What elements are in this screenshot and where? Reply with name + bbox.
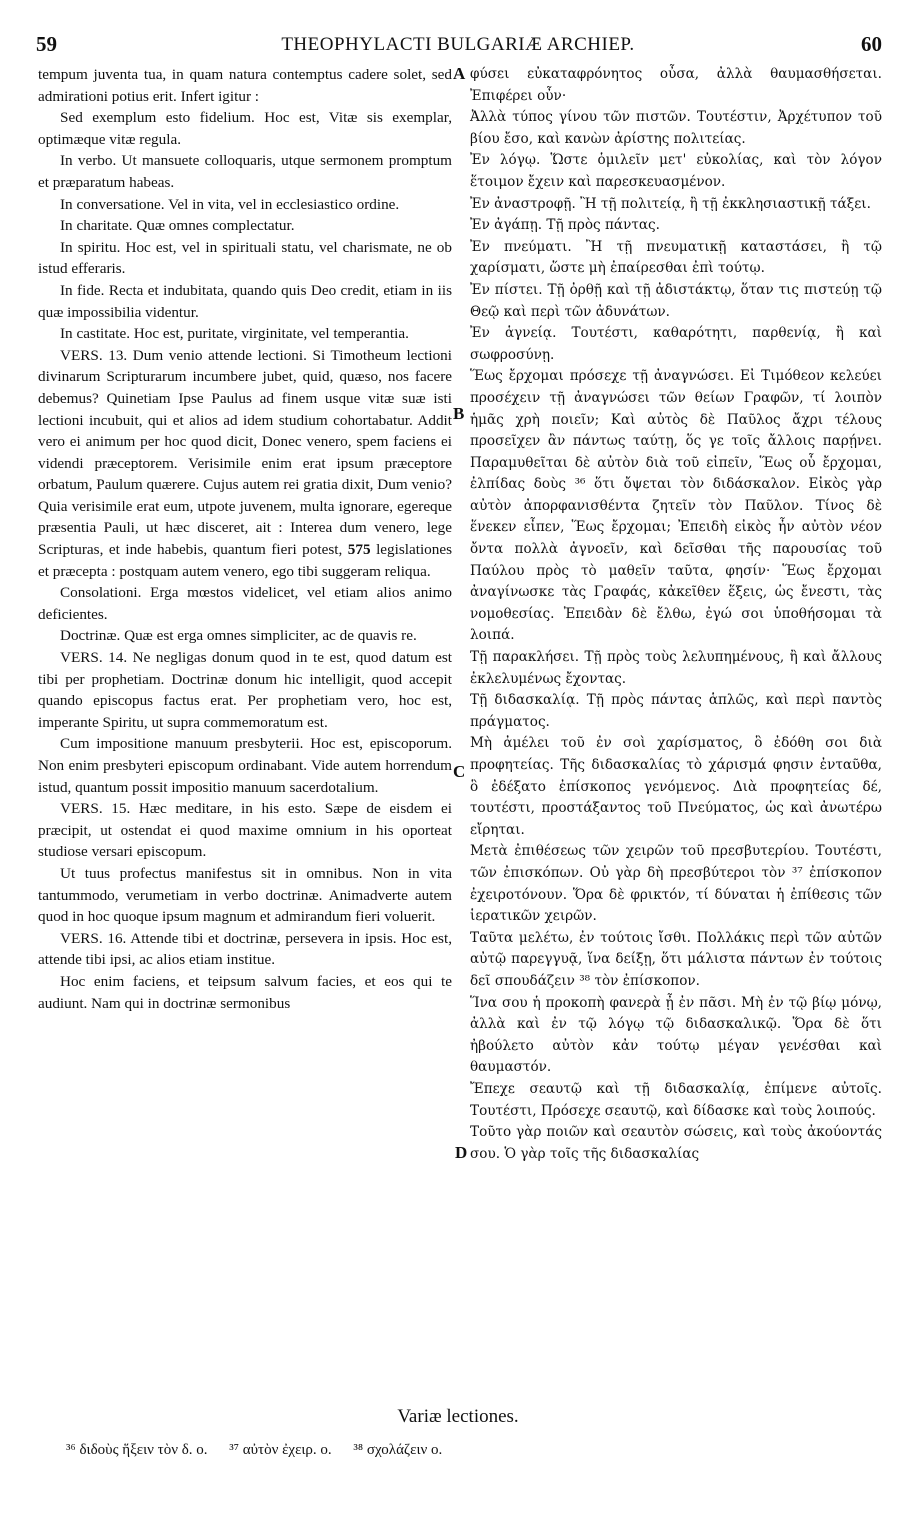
greek-paragraph: Τῇ παρακλήσει. Τῇ πρὸς τοὺς λελυπημένους, ἢ καὶ ἄλλους ἐκλελυμένως ἔχοντας. xyxy=(470,649,882,687)
greek-paragraph: Τῇ διδασκαλίᾳ. Τῇ πρὸς πάντας ἁπλῶς, καὶ περὶ παντὸς πράγματος. xyxy=(470,692,882,730)
variae-lectiones-notes xyxy=(66,1442,460,1459)
latin-paragraph: In spiritu. Hoc est, vel in spirituali statu, vel charismate, ne ob istud efferaris. xyxy=(38,238,452,278)
page-number-right: 60 xyxy=(861,32,882,56)
page-number-left: 59 xyxy=(36,32,57,56)
greek-paragraph: Ἵνα σου ἡ προκοπὴ φανερὰ ᾖ ἐν πᾶσι. Μὴ ἐν τῷ βίῳ μόνῳ, ἀλλὰ καὶ ἐν τῷ λόγῳ τῷ διδασκαλικῷ. Ὅρα δὲ ὅτι ἠβούλετο αὐτὸν κἀν τούτῳ μέγαν γενέσθαι καὶ θαυμαστόν. xyxy=(470,994,882,1076)
greek-paragraph: Ἕως ἔρχομαι πρόσεχε τῇ ἀναγνώσει. Εἰ Τιμόθεον κελεύει προσέχειν τῇ ἀναγνώσει τῶν θείων Γραφῶν, τί λοιπὸν ἡμᾶς χρὴ ποιεῖν; Καὶ αὐτὸς δὲ Παῦλος ἄχρι τέλους προσεῖχεν ἂν πάντως ταύτῃ, ὅς γε τοῖς ἄλλοις παρῄνει. Παραμυθεῖται δὲ αὐτὸν διὰ τοῦ εἰπεῖν, Ἕως οὗ ἔρχομαι, ἐλπίδας δοὺς ³⁶ ὅτι ὄψεται τὸν διδάσκαλον. Εἰκὸς γὰρ αὐτὸν ἀπορφανισθέντα ζητεῖν τὸν Παῦλον. Τίνος δὲ ἕνεκεν εἶπεν, Ἕως ἔρχομαι; Ἐπειδὴ εἰκὸς ἦν αὐτὸν νέον ὄντα πολλὰ ἀγνοεῖν, καὶ δεῖσθαι τῆς παρουσίας τοῦ Παύλου πρὸς τὸ μαθεῖν ταῦτα, φησίν· Ἕως ἔρχομαι ἀναγίνωσκε τὰς Γραφάς, κἀκεῖθεν ἕξεις, ὡς ἔνεστι, τὰς νομοθεσίας. Ἐπειδὰν δὲ ἔλθω, ἐγώ σοι ὑποθήσομαι τὰ λοιπά. xyxy=(470,368,882,644)
latin-paragraph: Sed exemplum esto fidelium. Hoc est, Vitæ sis exemplar, optimæque vitæ regula. xyxy=(38,109,452,148)
latin-paragraph: Hoc enim faciens, et teipsum salvum facies, et eos qui te audiunt. Nam qui in doctrinæ sermonibus xyxy=(38,972,452,1012)
running-header xyxy=(30,32,886,60)
variant-note: ³⁶ διδοὺς ἥξειν τὸν δ. ο. xyxy=(66,1442,208,1458)
greek-paragraph: φύσει εὐκαταφρόνητος οὖσα, ἀλλὰ θαυμασθήσεται. Ἐπιφέρει οὖν· xyxy=(470,66,882,104)
latin-column xyxy=(38,64,452,1014)
variant-note: ³⁷ αὐτὸν ἐχειρ. ο. xyxy=(229,1442,332,1458)
greek-paragraph: Ταῦτα μελέτω, ἐν τούτοις ἴσθι. Πολλάκις περὶ τῶν αὐτῶν αὐτῷ παρεγγυᾷ, ἵνα δείξῃ, ὅτι μάλιστα πάντων ἐν τούτοις δεῖ σπουδάζειν ³⁸ τὸν ἐπίσκοπον. xyxy=(470,929,882,989)
greek-paragraph: Ἀλλὰ τύπος γίνου τῶν πιστῶν. Τουτέστιν, Ἀρχέτυπον τοῦ βίου ἔσο, καὶ κανὼν ἀρίστης πολιτείας. xyxy=(470,109,882,147)
column-marker: 575 xyxy=(347,541,371,559)
greek-paragraph: Μετὰ ἐπιθέσεως τῶν χειρῶν τοῦ πρεσβυτερίου. Τουτέστι, τῶν ἐπισκόπων. Οὐ γὰρ δὴ πρεσβύτεροι τὸν ³⁷ ἐπίσκοπον ἐχειροτόνουν. Ὅρα δὲ φρικτόν, τί δύναται ἡ ἐπίθεσις τῶν ἱερατικῶν χειρῶν. xyxy=(470,843,882,925)
greek-paragraph: Ἐν ἀναστροφῇ. Ἢ τῇ πολιτείᾳ, ἢ τῇ ἐκκλησιαστικῇ τάξει. xyxy=(470,195,871,212)
latin-paragraph: Ut tuus profectus manifestus sit in omnibus. Non in vita tantummodo, verumetiam in verbo doctrinæ. Animadverte autem quod in hoc quoque ipsum magnum et admirandum fieri voluerit. xyxy=(38,864,452,926)
latin-paragraph: VERS. 15. Hæc meditare, in his esto. Sæpe de eisdem ei præcipit, ut ostendat ei quod maxime omnium in his oporteat studiose versari episcopum. xyxy=(38,800,452,861)
margin-letter-c: C xyxy=(453,762,466,781)
latin-paragraph: Consolationi. Erga mœstos videlicet, vel etiam alios animo deficientes. xyxy=(38,584,452,623)
variant-note: ³⁸ σχολάζειν ο. xyxy=(353,1442,443,1458)
latin-paragraph: VERS. 14. Ne negligas donum quod in te est, quod datum est tibi per prophetiam. Doctrinæ donum hic intelligit, quod accepit quando episcopus factus erat. Per prophetiam vero, hoc est, imperante Spiritu, ut supra commemoratum est. xyxy=(38,649,452,731)
latin-paragraph: In verbo. Ut mansuete colloquaris, utque sermonem promptum et præparatum habeas. xyxy=(38,152,452,191)
greek-paragraph: Ἐν ἁγνείᾳ. Τουτέστι, καθαρότητι, παρθενίᾳ, ἢ καὶ σωφροσύνῃ. xyxy=(470,325,882,363)
margin-letter-d: D xyxy=(455,1143,468,1162)
greek-paragraph: Ἐν λόγῳ. Ὥστε ὁμιλεῖν μετ' εὐκολίας, καὶ τὸν λόγον ἕτοιμον ἔχειν καὶ παρεσκευασμένον. xyxy=(470,152,882,190)
latin-paragraph: In castitate. Hoc est, puritate, virginitate, vel temperantia. xyxy=(60,325,409,343)
latin-paragraph-text: legislationes et præcepta : postquam autem venero, ego tibi suggeram reliqua. xyxy=(38,541,453,580)
margin-letter-b: B xyxy=(453,404,465,423)
greek-paragraph: Τοῦτο γὰρ ποιῶν καὶ σεαυτὸν σώσεις, καὶ τοὺς ἀκούοντάς σου. Ὁ γὰρ τοῖς τῆς διδασκαλίας xyxy=(470,1124,882,1162)
margin-letter-a: A xyxy=(453,64,466,83)
greek-column xyxy=(470,64,882,1165)
variae-lectiones-title: Variæ lectiones. xyxy=(397,1406,519,1427)
greek-paragraph: Ἐν ἀγάπῃ. Τῇ πρὸς πάντας. xyxy=(470,217,660,234)
greek-paragraph: Ἐν πνεύματι. Ἢ τῇ πνευματικῇ καταστάσει, ἢ τῷ χαρίσματι, ὥστε μὴ ἐπαίρεσθαι ἐπὶ τούτῳ. xyxy=(470,238,882,277)
latin-paragraph: VERS. 16. Attende tibi et doctrinæ, persevera in ipsis. Hoc est, attende tibi ipsi, ac alios etiam institue. xyxy=(38,929,452,969)
latin-paragraph-text: VERS. 13. Dum venio attende lectioni. Si Timotheum lectioni divinarum Scripturarum incumbere jubet, quid, quæso, nos facere debemus? Quinetiam Ipse Paulus ad finem usque vitæ suæ isti lectioni incubuit, qui et alios ad idem studium cohortabatur. Addit vero ei animum per hoc quod dicit, Donec venero, spem faciens ei videndi præceptorem. Verisimile enim erat ipsum præceptore orbatum, Paulum quærere. Cujus autem rei gratia dixit, Dum venio? Quia verisimile erat eum, utpote juvenem, multa ignorare, egereque præsentia Pauli, ut hæc disceret, ait : Interea dum venero, lege Scripturas, et inde habebis, quantum fieri potest, xyxy=(38,346,452,559)
latin-paragraph xyxy=(38,345,452,583)
greek-paragraph: Ἐν πίστει. Τῇ ὀρθῇ καὶ τῇ ἀδιστάκτῳ, ὅταν τις πιστεύῃ τῷ Θεῷ καὶ περὶ τῶν ἀδυνάτων. xyxy=(470,281,882,320)
greek-paragraph: Ἔπεχε σεαυτῷ καὶ τῇ διδασκαλίᾳ, ἐπίμενε αὐτοῖς. Τουτέστι, Πρόσεχε σεαυτῷ, καὶ δίδασκε καὶ τοὺς λοιπούς. xyxy=(470,1080,882,1119)
latin-paragraph: tempum juventa tua, in quam natura contemptus cadere solet, sed admirationi potius erit. Infert igitur : xyxy=(38,66,452,105)
latin-paragraph: In charitate. Quæ omnes complectatur. xyxy=(60,217,295,235)
latin-paragraph: In conversatione. Vel in vita, vel in ecclesiastico ordine. xyxy=(60,195,400,213)
latin-paragraph: Doctrinæ. Quæ est erga omnes simpliciter, ac de quavis re. xyxy=(60,627,417,645)
greek-paragraph: Μὴ ἀμέλει τοῦ ἐν σοὶ χαρίσματος, ὃ ἐδόθη σοι διὰ προφητείας. Τῆς διδασκαλίας τὸ χάρισμά φησιν ἐνταῦθα, ὃ ἐδέξατο ἐπίσκοπος γενόμενος. Διὰ προφητείας δέ, τουτέστι, προστάξαντος τοῦ Πνεύματος, ὡς καὶ ἀνωτέρω εἴρηται. xyxy=(470,735,882,838)
latin-paragraph: Cum impositione manuum presbyterii. Hoc est, episcoporum. Non enim presbyteri episcopum ordinabant. Vide autem horrendum istud, quantum possit impositio manuum sacerdotalium. xyxy=(38,735,452,796)
running-title: THEOPHYLACTI BULGARIÆ ARCHIEP. xyxy=(281,34,635,55)
latin-paragraph: In fide. Recta et indubitata, quando quis Deo credit, etiam in iis quæ impossibilia videntur. xyxy=(38,281,452,321)
